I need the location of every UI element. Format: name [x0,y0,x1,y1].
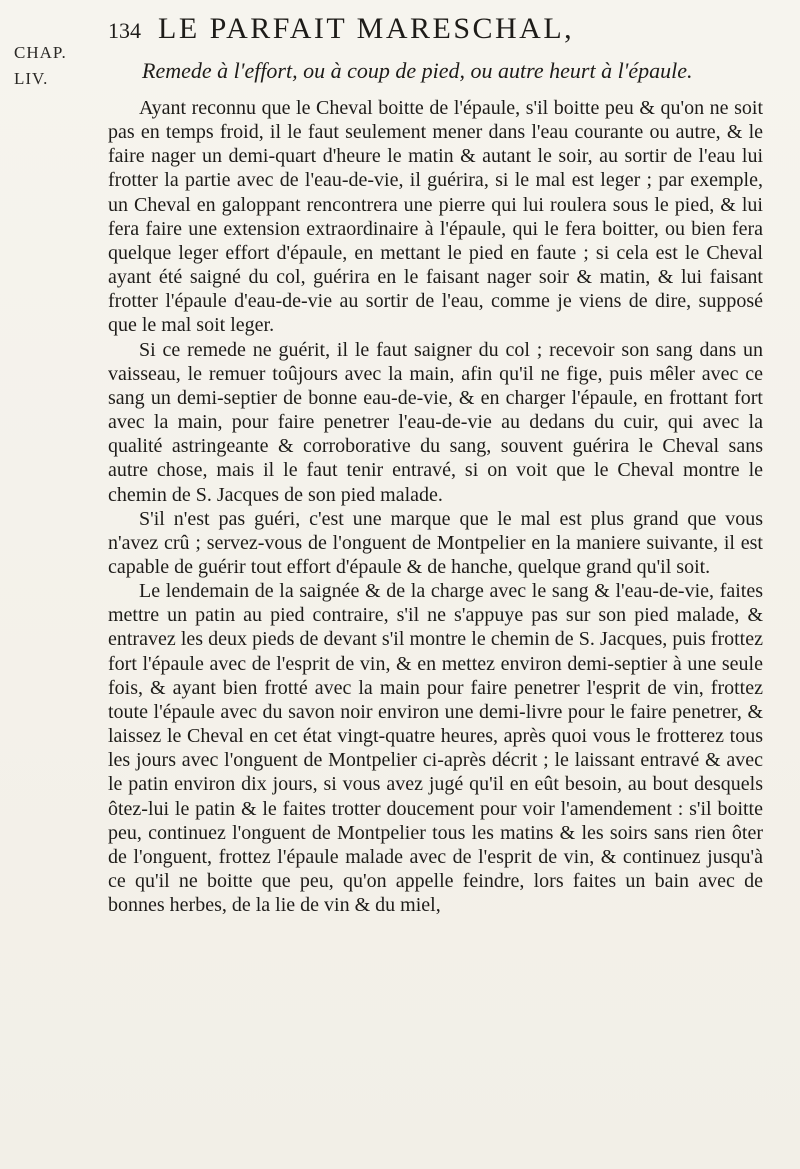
page-number: 134 [108,18,141,43]
page-header [108,12,758,52]
paragraph: Le lendemain de la saignée & de la charge avec le sang & l'eau-de-vie, faites mettre un patin au pied contraire, s'il ne s'appuye pas sur son pied malade, & entravez les deux pieds de devant s'il montre le chemin de S. Jacques, puis frottez fort l'épaule avec de l'esprit de vin, & en mettez environ demi-septier à une seule fois, & ayant bien frotté avec la main pour faire penetrer l'esprit de vin, frottez toute l'épaule avec du savon noir environ une demi-livre pour le faire penetrer, & laissez le Cheval en cet état vingt-quatre heures, après quoi vous le frotterez tous les jours avec l'onguent de Montpelier ci-après décrit ; le laissant entravé & avec le patin environ dix jours, si vous avez jugé qu'il en eût besoin, au bout desquels ôtez-lui le patin & le faites trotter doucement pour voir l'amendement : s'il boitte peu, continuez l'onguent de Montpelier tous les matins & les soirs sans rien ôter de l'onguent, frottez l'épaule malade avec de l'esprit de vin, & continuez jusqu'à ce qu'il ne boitte que peu, qu'on appelle feindre, lors faites un bain avec de bonnes herbes, de la lie de vin & du miel, [108,580,763,917]
section-title: Remede à l'effort, ou à coup de pied, ou autre heurt à l'épaule. [142,58,693,83]
margin-book: LIV. [14,69,49,88]
body-text [108,96,763,917]
paragraph: S'il n'est pas guéri, c'est une marque que le mal est plus grand que vous n'avez crû ; servez-vous de l'onguent de Montpelier en la maniere suivante, il est capable de guérir tout effort d'épaule & de hanche, quelque grand qu'il soit. [108,507,763,578]
margin-chapter: CHAP. [14,43,67,62]
running-title: LE PARFAIT MARESCHAL, [158,12,575,45]
margin-note [14,40,67,92]
paragraph: Ayant reconnu que le Cheval boitte de l'épaule, s'il boitte peu & qu'on ne soit pas en temps froid, il le faut seulement mener dans l'eau courante ou autre, & le faire nager un demi-quart d'heure le matin & autant le soir, au sortir de l'eau lui frotter la partie avec de l'eau-de-vie, il guérira, si le mal est leger ; par exemple, un Cheval en galoppant rencontrera une pierre qui lui roulera sous le pied, & lui fera faire une extension extraordinaire à l'épaule, qui le fera boitter, ou bien fera quelque leger effort d'épaule, en mettant le pied en faute ; si cela est le Cheval ayant été saigné du col, guérira en le faisant nager soir & matin, & lui faisant frotter l'épaule d'eau-de-vie au sortir de l'eau, comme je viens de dire, supposé que le mal soit leger. [108,97,763,337]
paragraph: Si ce remede ne guérit, il le faut saigner du col ; recevoir son sang dans un vaisseau, le remuer toûjours avec la main, afin qu'il ne fige, puis mêler avec ce sang un demi-septier de bonne eau-de-vie, & en charger l'épaule, en frottant fort avec la main, pour faire penetrer l'eau-de-vie au dedans du cuir, qui avec la qualité astringeante & corroborative du sang, souvent guérira le Cheval sans autre chose, mais il le faut tenir entravé, si on voit que le Cheval montre le chemin de S. Jacques de son pied malade. [108,338,763,506]
